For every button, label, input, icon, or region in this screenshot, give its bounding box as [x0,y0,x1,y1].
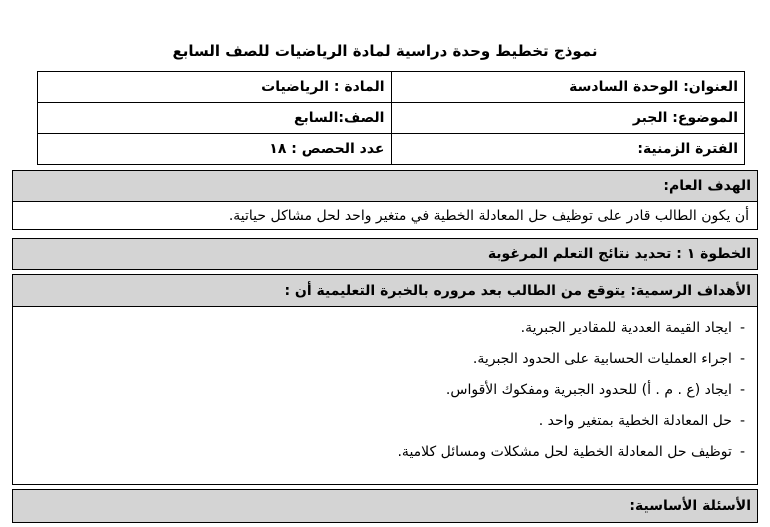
general-goal-section [12,170,758,230]
list-item: - اجراء العمليات الحسابية على الحدود الجبرية. [13,344,745,375]
objectives-list [13,307,757,468]
grade-cell: الصف:السابع [38,103,392,134]
list-item: - ايجاد (ع . م . أ) للحدود الجبرية ومفكوك الأقواس. [13,375,745,406]
unit-info-table [37,71,745,165]
table-row [38,72,745,103]
unit-title-cell: العنوان: الوحدة السادسة [391,72,745,103]
table-row [38,134,745,165]
subject-cell: المادة : الرياضيات [38,72,392,103]
time-period-cell: الفترة الزمنية: [391,134,745,165]
table-row [38,103,745,134]
lesson-count-cell: عدد الحصص : ١٨ [38,134,392,165]
topic-cell: الموضوع: الجبر [391,103,745,134]
step1-heading: الخطوة ١ : تحديد نتائج التعلم المرغوبة [12,238,758,270]
list-item: - توظيف حل المعادلة الخطية لحل مشكلات ومسائل كلامية. [13,437,745,468]
list-item: - حل المعادلة الخطية بمتغير واحد . [13,406,745,437]
list-item: - ايجاد القيمة العددية للمقادير الجبرية. [13,313,745,344]
general-goal-text: أن يكون الطالب قادر على توظيف حل المعادلة الخطية في متغير واحد لحل مشاكل حياتية. [228,208,749,224]
formal-objectives-section [12,274,758,485]
document-title: نموذج تخطيط وحدة دراسية لمادة الرياضيات للصف السابع [172,42,598,60]
formal-objectives-heading: الأهداف الرسمية: يتوقع من الطالب بعد مروره بالخبرة التعليمية أن : [13,275,757,307]
essential-questions-heading: الأسئلة الأساسية: [12,489,758,523]
general-goal-heading: الهدف العام: [13,171,757,202]
